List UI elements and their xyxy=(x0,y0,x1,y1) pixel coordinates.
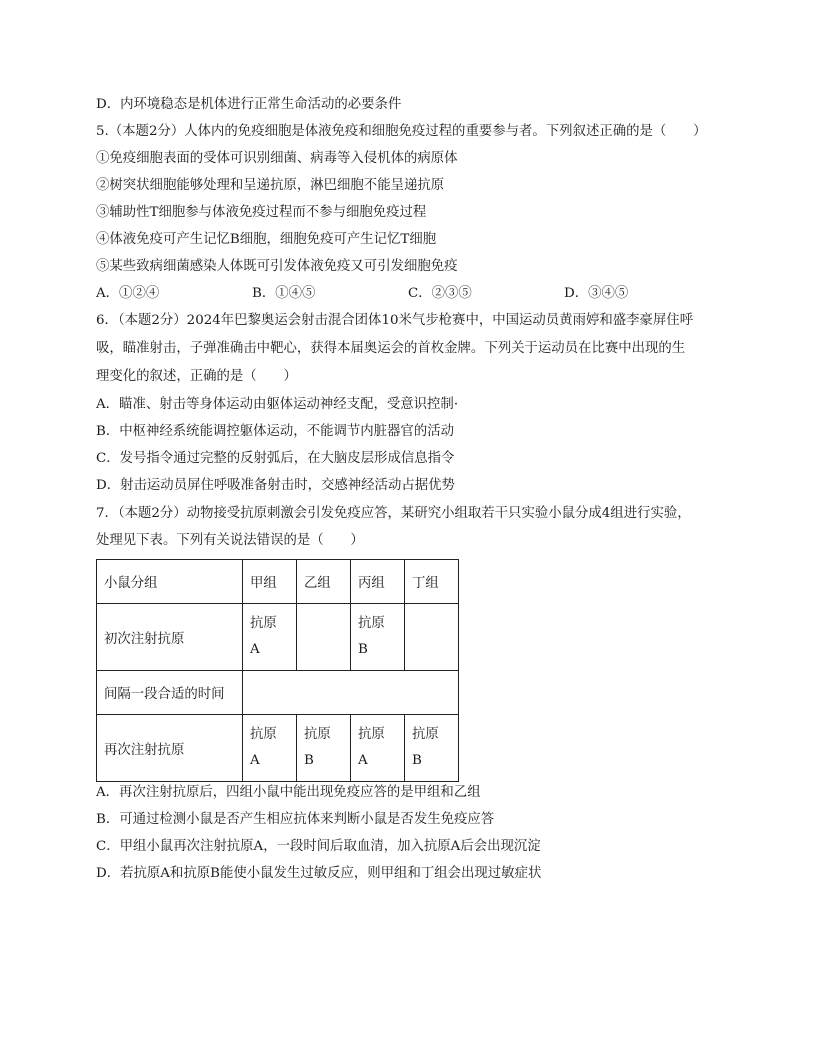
q7-option-a: A．再次注射抗原后，四组小鼠中能出现免疫应答的是甲组和乙组 xyxy=(96,785,481,800)
q6-option-b: B．中枢神经系统能调控躯体运动，不能调节内脏器官的活动 xyxy=(96,424,454,439)
q7-option-c: C．甲组小鼠再次注射抗原A，一段时间后取血清，加入抗原A后会出现沉淀 xyxy=(96,839,541,854)
q5-item-4: ④体液免疫可产生记忆B细胞，细胞免疫可产生记忆T细胞 xyxy=(96,232,437,247)
q6-option-a: A．瞄准、射击等身体运动由躯体运动神经支配，受意识控制· xyxy=(96,397,459,412)
q5-item-1: ①免疫细胞表面的受体可识别细菌、病毒等入侵机体的病原体 xyxy=(96,151,458,166)
table-cell: 抗原 B xyxy=(351,604,405,671)
q4-option-d: D．内环境稳态是机体进行正常生命活动的必要条件 xyxy=(96,97,402,112)
table-cell: 抗原 A xyxy=(243,715,297,782)
table-cell: 抗原 A xyxy=(351,715,405,782)
q6-option-c: C．发号指令通过完整的反射弧后，在大脑皮层形成信息指令 xyxy=(96,451,455,466)
q5-item-5: ⑤某些致病细菌感染人体既可引发体液免疫又可引发细胞免疫 xyxy=(96,259,458,274)
row-label-second-injection: 再次注射抗原 xyxy=(97,715,243,782)
q5-options xyxy=(96,285,628,303)
q5-item-3: ③辅助性T细胞参与体液免疫过程而不参与细胞免疫过程 xyxy=(96,205,427,220)
row-label-interval: 间隔一段合适的时间 xyxy=(97,671,243,715)
q6-stem-line-3: 理变化的叙述，正确的是（ ） xyxy=(96,369,297,384)
table-header-group: 小鼠分组 xyxy=(97,560,243,604)
table-header-ding: 丁组 xyxy=(405,560,459,604)
table-row xyxy=(97,560,459,604)
q5-option-c: C．②③⑤ xyxy=(408,286,472,301)
table-cell xyxy=(297,604,351,671)
table-header-yi: 乙组 xyxy=(297,560,351,604)
table-cell: 抗原 A xyxy=(243,604,297,671)
q7-stem-line-2: 处理见下表。下列有关说法错误的是（ ） xyxy=(96,533,364,548)
q5-option-a: A．①②④ xyxy=(96,286,160,301)
table-row xyxy=(97,715,459,782)
q5-stem: 5.（本题2分）人体内的免疫细胞是体液免疫和细胞免疫过程的重要参与者。下列叙述正确的是（ ） xyxy=(96,124,707,139)
q7-option-b: B．可通过检测小鼠是否产生相应抗体来判断小鼠是否发生免疫应答 xyxy=(96,812,495,827)
table-cell: 抗原 B xyxy=(405,715,459,782)
q5-item-2: ②树突状细胞能够处理和呈递抗原，淋巴细胞不能呈递抗原 xyxy=(96,178,445,193)
table-cell: 抗原 B xyxy=(297,715,351,782)
table-row xyxy=(97,671,459,715)
table-header-bing: 丙组 xyxy=(351,560,405,604)
q5-option-b: B．①④⑤ xyxy=(252,286,316,301)
table-cell xyxy=(405,604,459,671)
table-cell-interval xyxy=(243,671,459,715)
q6-option-d: D．射击运动员屏住呼吸准备射击时，交感神经活动占据优势 xyxy=(96,478,455,493)
q6-stem-line-2: 吸，瞄准射击，子弹准确击中靶心，获得本届奥运会的首枚金牌。下列关于运动员在比赛中出现的生 xyxy=(96,341,686,356)
row-label-first-injection: 初次注射抗原 xyxy=(97,604,243,671)
table-header-jia: 甲组 xyxy=(243,560,297,604)
q5-option-d: D．③④⑤ xyxy=(564,286,629,301)
q7-stem-line-1: 7．（本题2分）动物接受抗原刺激会引发免疫应答，某研究小组取若干只实验小鼠分成4组进行实验， xyxy=(96,506,691,521)
q7-option-d: D．若抗原A和抗原B能使小鼠发生过敏反应，则甲组和丁组会出现过敏症状 xyxy=(96,866,542,881)
q7-experiment-table xyxy=(96,559,459,782)
table-row xyxy=(97,604,459,671)
q6-stem-line-1: 6．（本题2分）2024年巴黎奥运会射击混合团体10米气步枪赛中，中国运动员黄雨婷和盛李豪屏住呼 xyxy=(96,313,694,328)
